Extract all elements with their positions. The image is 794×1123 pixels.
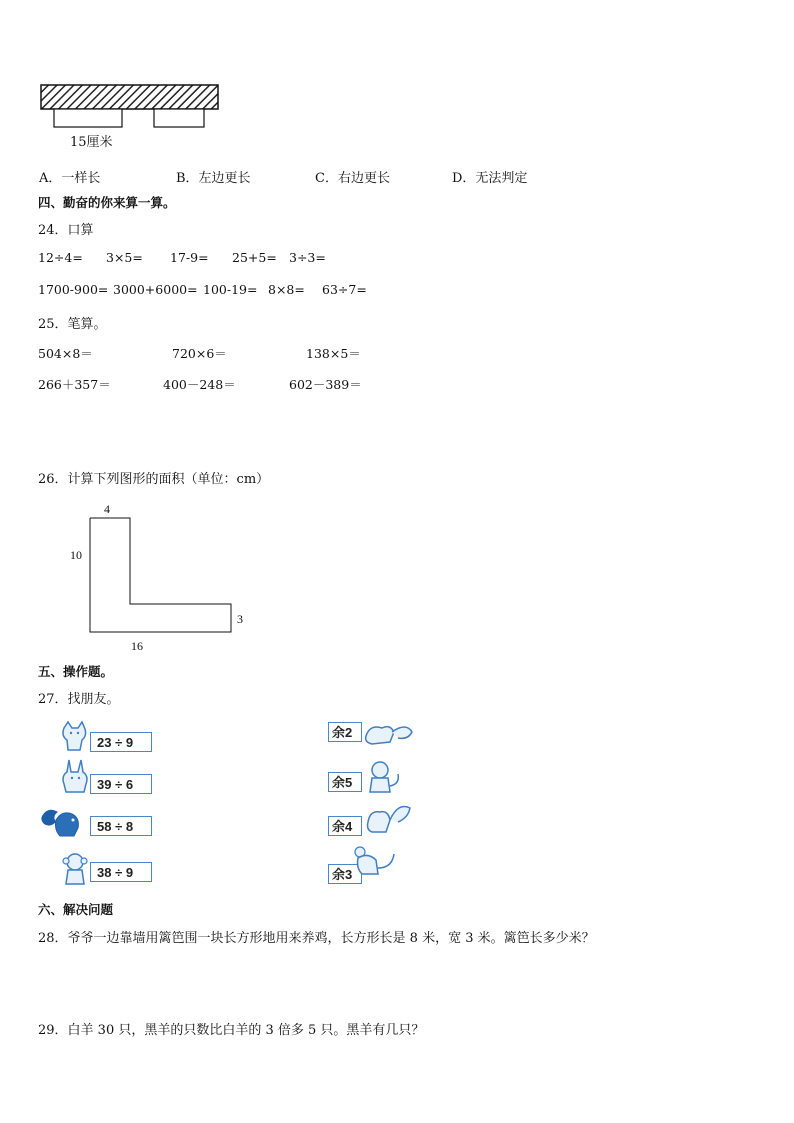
q25-item: 266＋357＝: [38, 377, 111, 392]
option-a[interactable]: A．一样长: [39, 171, 101, 186]
q24-item: 3000+6000=: [113, 282, 198, 297]
left-card-1[interactable]: [58, 730, 158, 754]
q24-item: 1700-900=: [38, 282, 109, 297]
q24-item: 3×5=: [106, 250, 143, 265]
q27-title: 27．找朋友。: [38, 692, 120, 707]
dim-top: 4: [104, 502, 110, 516]
monkey-icon: [362, 760, 402, 796]
right-card-1[interactable]: [328, 720, 418, 744]
q28-text: 28．爷爷一边靠墙用篱笆围一块长方形地用来养鸡，长方形长是 8 米，宽 3 米。篱笆长多少米？: [38, 931, 595, 946]
dim-right: 3: [237, 612, 243, 626]
right-card-remainder: 余3: [328, 864, 362, 884]
left-card-3[interactable]: [40, 814, 160, 838]
left-card-expr: 58 ÷ 8: [90, 816, 152, 836]
q24-item: 25+5=: [232, 250, 277, 265]
q25-title: 25．笔算。: [38, 317, 107, 332]
left-block: [54, 109, 122, 127]
right-card-remainder: 余4: [328, 816, 362, 836]
dim-bottom: 16: [131, 639, 143, 653]
section-5-title: 五、操作题。: [38, 664, 114, 679]
hatched-bar-figure: [40, 84, 222, 134]
cat-icon: [58, 720, 92, 754]
q25-item: 138×5＝: [306, 346, 361, 361]
right-card-3[interactable]: [328, 814, 418, 838]
mouse-icon: [346, 844, 398, 884]
squirrel-icon: [362, 718, 414, 748]
right-card-remainder: 余2: [328, 722, 362, 742]
left-card-expr: 23 ÷ 9: [90, 732, 152, 752]
dim-left: 10: [70, 548, 82, 562]
q25-item: 720×6＝: [172, 346, 227, 361]
option-c[interactable]: C．右边更长: [315, 171, 390, 186]
q24-item: 12÷4=: [38, 250, 83, 265]
right-card-4[interactable]: [328, 862, 418, 886]
left-card-2[interactable]: [58, 772, 158, 796]
q25-item: 504×8＝: [38, 346, 93, 361]
ruler-label: 15厘米: [70, 135, 113, 150]
l-shape-figure: [90, 518, 235, 633]
section-4-title: 四、勤奋的你来算一算。: [38, 195, 176, 210]
q29-text: 29．白羊 30 只，黑羊的只数比白羊的 3 倍多 5 只。黑羊有几只？: [38, 1023, 425, 1038]
q24-item: 8×8=: [268, 282, 305, 297]
q24-item: 100-19=: [203, 282, 258, 297]
q24-item: 3÷3=: [289, 250, 326, 265]
right-card-2[interactable]: [328, 770, 418, 794]
squirrel-icon: [40, 806, 88, 840]
squirrel-icon: [362, 800, 412, 838]
monkey-icon: [58, 852, 92, 888]
q24-title: 24．口算: [38, 223, 94, 238]
q25-item: 602－389＝: [289, 377, 362, 392]
left-card-expr: 38 ÷ 9: [90, 862, 152, 882]
section-6-title: 六、解决问题: [38, 902, 114, 917]
q25-item: 400－248＝: [163, 377, 236, 392]
q24-item: 63÷7=: [322, 282, 367, 297]
right-block: [154, 109, 204, 127]
q26-title: 26．计算下列图形的面积（单位：cm）: [38, 472, 270, 487]
hatched-bar: [41, 85, 218, 109]
left-card-4[interactable]: [58, 860, 158, 884]
option-b[interactable]: B．左边更长: [176, 171, 251, 186]
option-d[interactable]: D．无法判定: [452, 171, 528, 186]
right-card-remainder: 余5: [328, 772, 362, 792]
q24-item: 17-9=: [170, 250, 209, 265]
rabbit-icon: [58, 758, 92, 796]
left-card-expr: 39 ÷ 6: [90, 774, 152, 794]
